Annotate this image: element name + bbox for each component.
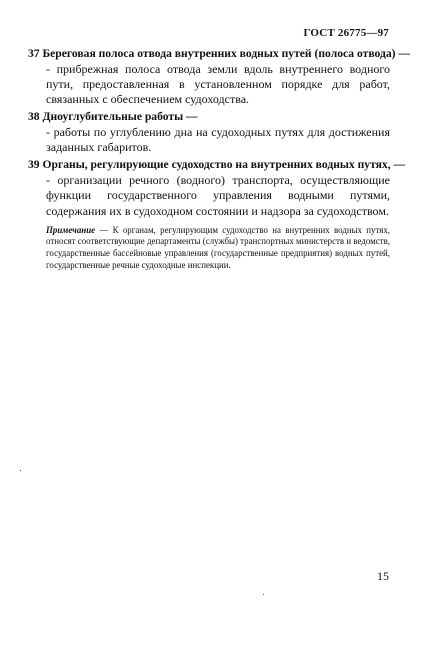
term-number: 38 bbox=[28, 110, 40, 124]
scan-speck bbox=[263, 594, 264, 595]
page-number: 15 bbox=[377, 569, 389, 583]
document-body bbox=[28, 46, 410, 271]
term-definition: - прибрежная полоса отвода земли вдоль внутреннего водного пути, предоставленная в установленном порядке для работ, связанных с обеспечением судоходства. bbox=[46, 61, 390, 107]
term-entry-39 bbox=[28, 157, 406, 218]
note-label: Примечание bbox=[46, 224, 96, 235]
note-block bbox=[28, 225, 390, 271]
note-text: — К органам, регулирующим судоходство на внутренних водных путях, относят соответствующие департаменты (службы) транспортных министерств и ведомств, государственные бассейновые управления (государственные предприятия) водных путей, государственные речные судоходные инспекции. bbox=[46, 224, 390, 270]
term-entry-38 bbox=[28, 109, 390, 155]
term-title: Дноуглубительные работы — bbox=[42, 110, 198, 124]
term-title: Береговая полоса отвода внутренних водных путей (полоса отвода) — bbox=[42, 47, 410, 60]
scan-speck bbox=[20, 470, 21, 471]
term-heading bbox=[28, 109, 390, 125]
term-number: 39 bbox=[28, 158, 40, 172]
document-header: ГОСТ 26775—97 bbox=[303, 27, 389, 39]
term-number: 37 bbox=[28, 47, 40, 60]
term-heading bbox=[28, 157, 406, 173]
term-title: Органы, регулирующие судоходство на внутренних водных путях, — bbox=[42, 158, 406, 172]
term-heading bbox=[28, 46, 410, 62]
term-entry-37 bbox=[28, 46, 410, 107]
term-definition: - работы по углублению дна на судоходных путях для достижения заданных габаритов. bbox=[46, 124, 390, 155]
term-definition: - организации речного (водного) транспорта, осуществляющие функции государственного управления водными путями, содержания их в судоходном состоянии и надзора за судоходством. bbox=[46, 172, 390, 218]
